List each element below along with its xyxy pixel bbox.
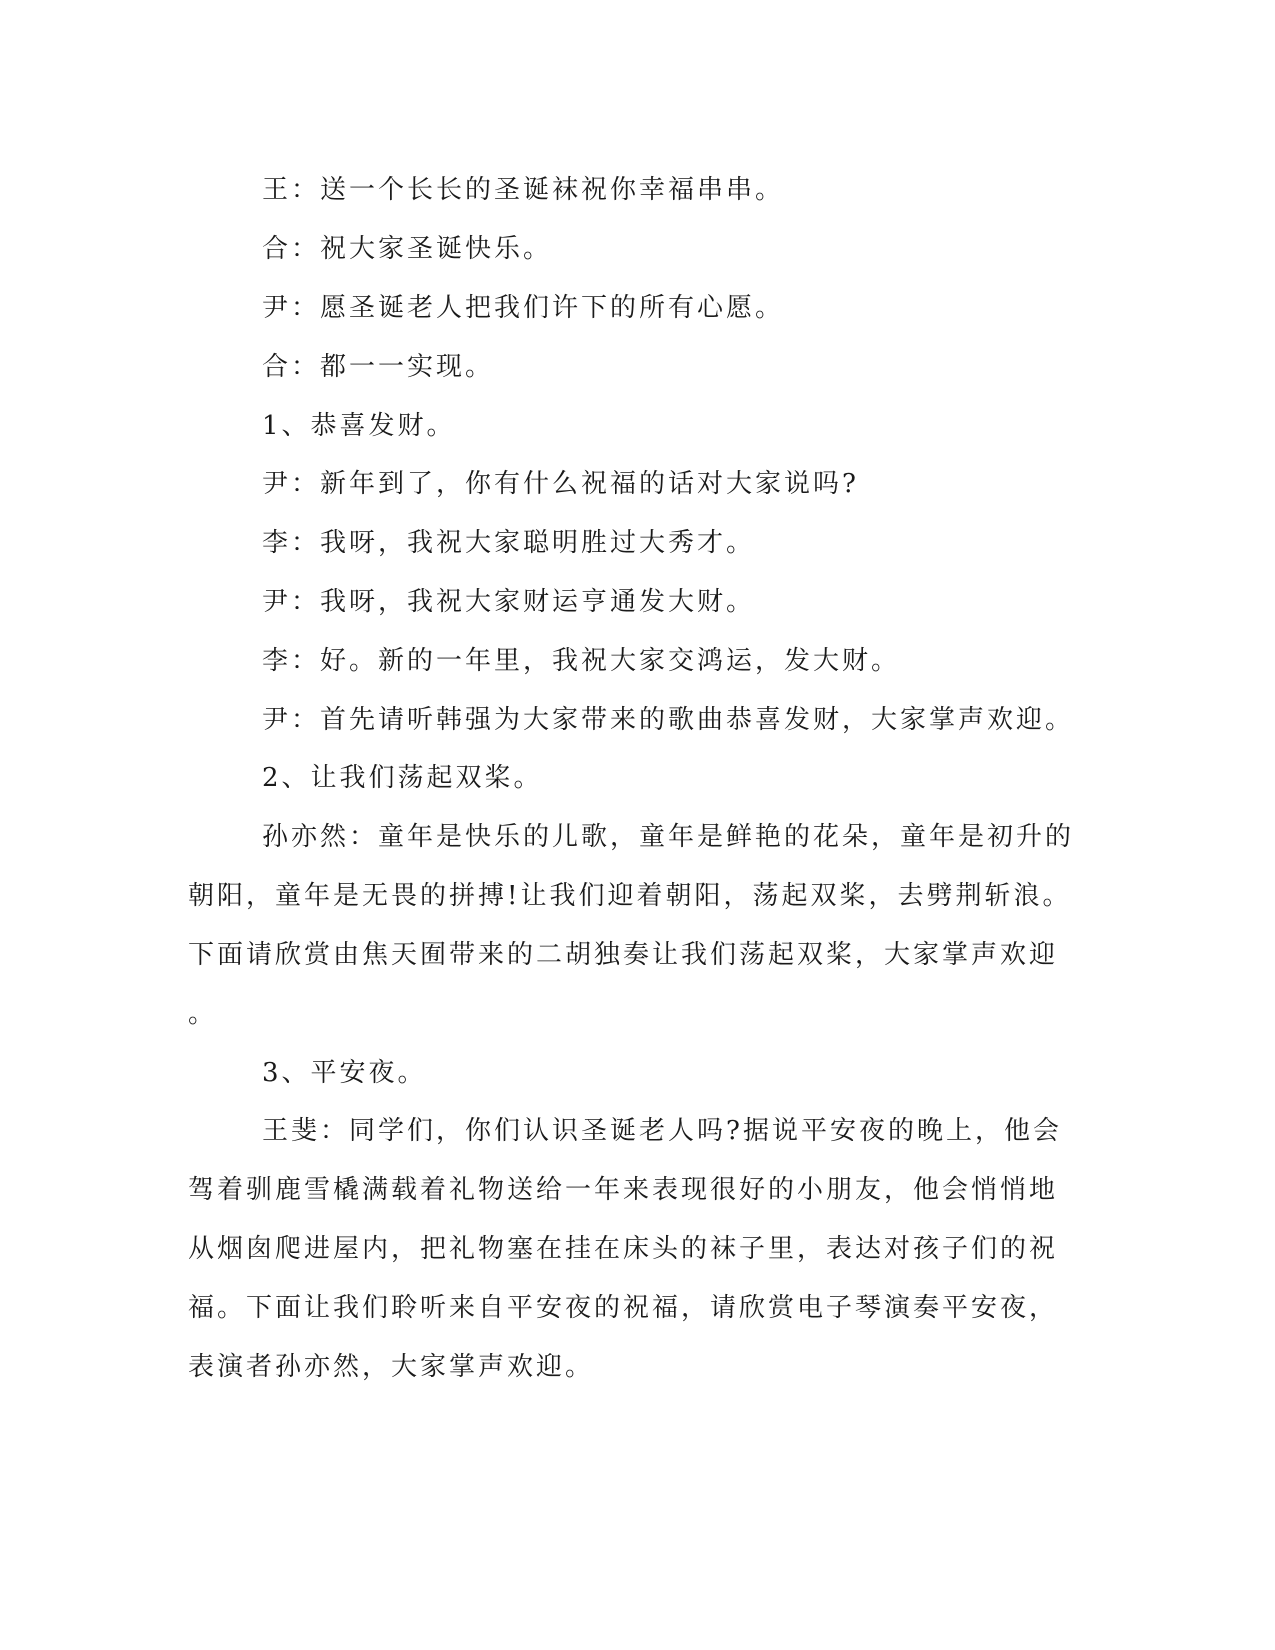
section-heading: 1、恭喜发财。	[262, 411, 456, 441]
paragraph-line: 下面请欣赏由焦天囿带来的二胡独奏让我们荡起双桨，大家掌声欢迎	[188, 940, 1059, 970]
paragraph-line: 。	[188, 999, 218, 1029]
dialogue-line: 李：我呀，我祝大家聪明胜过大秀才。	[262, 528, 756, 558]
paragraph-line: 朝阳，童年是无畏的拼搏!让我们迎着朝阳，荡起双桨，去劈荆斩浪。	[188, 881, 1072, 911]
dialogue-line: 合：都一一实现。	[262, 352, 495, 382]
paragraph-line: 福。下面让我们聆听来自平安夜的祝福，请欣赏电子琴演奏平安夜，	[188, 1293, 1059, 1323]
dialogue-line: 尹：愿圣诞老人把我们许下的所有心愿。	[262, 293, 785, 323]
paragraph-line: 表演者孙亦然，大家掌声欢迎。	[188, 1352, 595, 1382]
dialogue-line: 尹：首先请听韩强为大家带来的歌曲恭喜发财，大家掌声欢迎。	[262, 705, 1075, 735]
dialogue-line: 王：送一个长长的圣诞袜祝你幸福串串。	[262, 175, 785, 205]
paragraph-line: 从烟囱爬进屋内，把礼物塞在挂在床头的袜子里，表达对孩子们的祝	[188, 1234, 1059, 1264]
dialogue-line: 合：祝大家圣诞快乐。	[262, 234, 553, 264]
paragraph-line: 驾着驯鹿雪橇满载着礼物送给一年来表现很好的小朋友，他会悄悄地	[188, 1175, 1059, 1205]
dialogue-line: 李：好。新的一年里，我祝大家交鸿运，发大财。	[262, 646, 901, 676]
dialogue-line: 尹：我呀，我祝大家财运亨通发大财。	[262, 587, 756, 617]
section-heading: 3、平安夜。	[262, 1058, 427, 1088]
paragraph-line: 孙亦然：童年是快乐的儿歌，童年是鲜艳的花朵，童年是初升的	[262, 822, 1075, 852]
paragraph-line: 王斐：同学们，你们认识圣诞老人吗?据说平安夜的晚上，他会	[262, 1116, 1062, 1146]
section-heading: 2、让我们荡起双桨。	[262, 763, 543, 793]
dialogue-line: 尹：新年到了，你有什么祝福的话对大家说吗?	[262, 469, 859, 499]
